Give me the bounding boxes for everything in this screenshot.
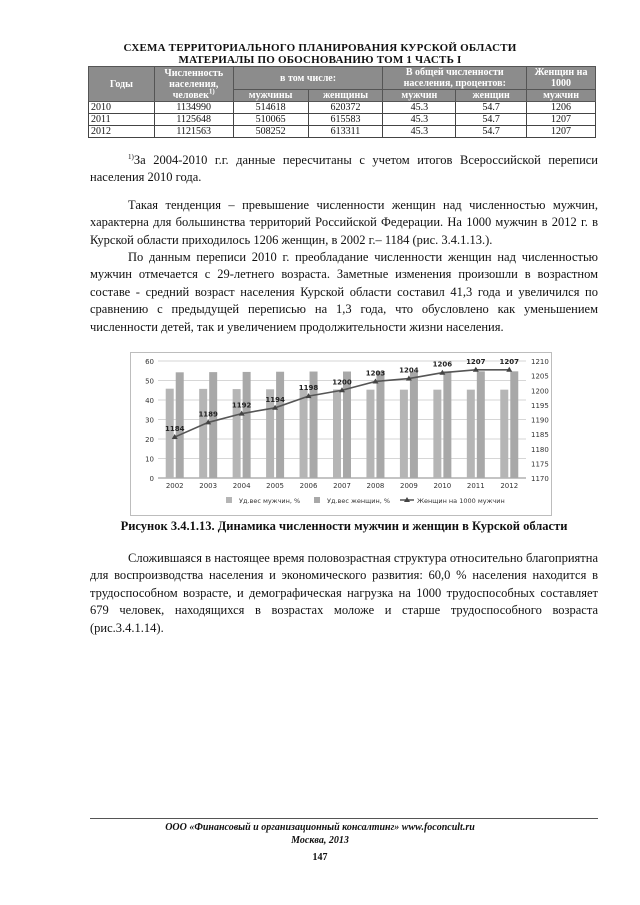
- population-table: [88, 66, 596, 138]
- x-axis-tick-label: 2012: [500, 482, 519, 490]
- footer-org: ООО «Финансовый и организационный консалтинг» www.foconcult.ru: [165, 822, 475, 833]
- bar-women: [510, 371, 518, 478]
- legend-women-label: Уд.вес женщин, %: [327, 497, 391, 505]
- subheader-men: мужчины: [233, 90, 308, 102]
- paragraph-3: Сложившаяся в настоящее время половозрастная структура относительно благоприятна для воспроизводства населения и экономического развития: 60,0 % населения находится в трудоспособном возрасте, и демографическая нагрузка на 1000 трудоспособных составляет 679 человек, находящихся в возрастах моложе и старше трудоспособного возраста (рис.3.4.1.14).: [90, 551, 598, 635]
- paragraph-2: По данным переписи 2010 г. преобладание численности женщин над численностью мужчин отмечается с 29-летнего возраста. Заметные изменения произошли в возрастном составе - средний возраст населения Курской области составил 41,3 года и увеличился по сравнению с предыдущей переписью на 1,3 года, что обусловлено как уменьшением численности детей, так и увеличением продолжительности жизни населения.: [90, 250, 598, 334]
- right-axis-tick-label: 1205: [531, 372, 549, 381]
- left-axis-tick-label: 40: [145, 397, 154, 405]
- x-axis-tick-label: 2008: [366, 482, 385, 490]
- cell: 45.3: [383, 102, 456, 114]
- data-label: 1207: [499, 357, 520, 366]
- cell: 54.7: [456, 126, 527, 138]
- data-label: 1204: [399, 366, 419, 375]
- left-axis-tick-label: 0: [149, 475, 154, 483]
- x-axis-tick-label: 2006: [299, 482, 318, 490]
- bar-men: [199, 389, 207, 478]
- x-axis-tick-label: 2011: [466, 482, 485, 490]
- left-axis-tick-label: 30: [145, 416, 154, 425]
- cell: 613311: [308, 126, 383, 138]
- cell: 508252: [233, 126, 308, 138]
- x-axis-tick-label: 2005: [266, 482, 285, 490]
- footer-divider: [90, 818, 598, 819]
- data-label: 1189: [198, 410, 218, 419]
- header-subtitle: МАТЕРИАЛЫ ПО ОБОСНОВАНИЮ ТОМ 1 ЧАСТЬ I: [178, 54, 462, 66]
- bar-men: [500, 390, 508, 478]
- data-label: 1203: [365, 369, 386, 378]
- cell: 510065: [233, 114, 308, 126]
- bar-men: [433, 390, 441, 478]
- chart-frame: [130, 352, 552, 516]
- cell: 2012: [89, 126, 155, 138]
- paragraph-1: Такая тенденция – превышение численности женщин над численностью мужчин, характерна для большинства территорий Российской Федерации. На 1000 мужчин в 2012 г. в Курской области приходилось 1206 женщин, в 2002 г.– 1184 (рис. 3.4.1.13.).: [90, 198, 598, 247]
- bar-women: [376, 371, 384, 478]
- bar-women: [243, 372, 251, 478]
- header-title: СХЕМА ТЕРРИТОРИАЛЬНОГО ПЛАНИРОВАНИЯ КУРСКОЙ ОБЛАСТИ: [123, 42, 517, 54]
- right-axis-tick-label: 1170: [531, 475, 549, 483]
- table-row: [89, 126, 596, 138]
- cell: 1125648: [154, 114, 233, 126]
- right-axis-tick-label: 1210: [531, 358, 549, 366]
- x-axis-tick-label: 2007: [333, 482, 351, 490]
- right-axis-tick-label: 1185: [531, 431, 549, 440]
- cell: 54.7: [456, 102, 527, 114]
- table-row: [89, 114, 596, 126]
- data-label: 1206: [432, 360, 453, 369]
- legend-women-swatch: [314, 497, 320, 503]
- x-axis-tick-label: 2003: [199, 482, 218, 490]
- right-axis-tick-label: 1195: [531, 401, 549, 410]
- header-population: Численность населения, человек$^{1)}$: [154, 67, 233, 102]
- data-label: 1184: [164, 425, 185, 434]
- left-axis-tick-label: 10: [145, 455, 154, 464]
- bar-men: [467, 390, 475, 478]
- bar-men: [300, 389, 308, 478]
- population-chart: [131, 353, 551, 515]
- legend-men-label: Уд.вес мужчин, %: [239, 497, 301, 505]
- cell: 615583: [308, 114, 383, 126]
- footnote: $^{1)}$За 2004-2010 г.г. данные пересчитаны с учетом итогов Всероссийской переписи населения 2010 года.: [90, 152, 598, 185]
- right-axis-tick-label: 1180: [531, 445, 549, 454]
- header-women-per-1000: Женщин на 1000: [527, 67, 596, 90]
- cell: 2010: [89, 102, 155, 114]
- subheader-men-1000: мужчин: [527, 90, 596, 102]
- right-axis-tick-label: 1200: [531, 387, 549, 396]
- x-axis-tick-label: 2002: [165, 482, 184, 490]
- bar-women: [477, 371, 485, 478]
- cell: 1207: [527, 114, 596, 126]
- bar-women: [410, 371, 418, 478]
- data-label: 1200: [332, 378, 352, 387]
- legend-men-swatch: [226, 497, 232, 503]
- data-label: 1207: [466, 357, 486, 366]
- cell: 1206: [527, 102, 596, 114]
- bar-women: [443, 371, 451, 478]
- header-including: в том числе:: [233, 67, 383, 90]
- cell: 45.3: [383, 126, 456, 138]
- legend-ratio-label: Женщин на 1000 мужчин: [417, 497, 505, 505]
- data-label: 1194: [265, 395, 285, 404]
- header-years: Годы: [89, 67, 155, 102]
- subheader-men-share: мужчин: [383, 90, 456, 102]
- page-number: 147: [312, 852, 328, 863]
- subheader-women: женщины: [308, 90, 383, 102]
- left-axis-tick-label: 60: [145, 358, 154, 366]
- bar-men: [400, 390, 408, 478]
- x-axis-tick-label: 2009: [399, 482, 418, 490]
- cell: 1134990: [154, 102, 233, 114]
- header-share: В общей численности населения, процентов:: [383, 67, 527, 90]
- left-axis-tick-label: 50: [145, 377, 154, 386]
- table-row: [89, 102, 596, 114]
- cell: 1121563: [154, 126, 233, 138]
- cell: 2011: [89, 114, 155, 126]
- x-axis-tick-label: 2004: [232, 482, 251, 490]
- subheader-women-share: женщин: [456, 90, 527, 102]
- cell: 45.3: [383, 114, 456, 126]
- data-label: 1192: [231, 401, 252, 410]
- right-axis-tick-label: 1190: [531, 416, 549, 425]
- bar-men: [333, 389, 341, 478]
- bar-women: [209, 372, 217, 478]
- data-label: 1198: [298, 384, 319, 393]
- bar-men: [166, 389, 174, 478]
- right-axis-tick-label: 1175: [531, 460, 549, 469]
- bar-women: [276, 372, 284, 478]
- bar-men: [366, 390, 374, 478]
- cell: 1207: [527, 126, 596, 138]
- left-axis-tick-label: 20: [145, 436, 154, 444]
- x-axis-tick-label: 2010: [433, 482, 452, 490]
- figure-caption: Рисунок 3.4.1.13. Динамика численности мужчин и женщин в Курской области: [120, 519, 568, 533]
- cell: 54.7: [456, 114, 527, 126]
- cell: 620372: [308, 102, 383, 114]
- cell: 514618: [233, 102, 308, 114]
- footer-city: Москва, 2013: [291, 835, 349, 846]
